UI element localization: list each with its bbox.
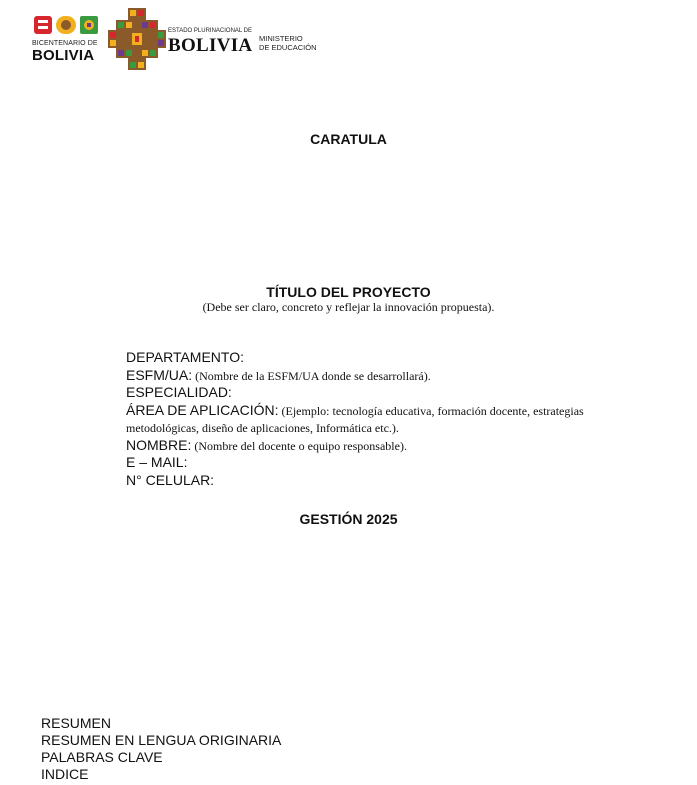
gestion-heading: GESTIÓN 2025 [299,511,398,527]
ministerio-line2: DE EDUCACIÓN [259,43,317,52]
field-label: NOMBRE: [126,436,192,453]
caratula-heading: CARATULA [310,131,387,147]
field-nombre [126,437,626,455]
list-item: PALABRAS CLAVE [41,749,163,765]
list-item: RESUMEN EN LENGUA ORIGINARIA [41,732,282,748]
project-title-hint: (Debe ser claro, concreto y reflejar la innovación propuesta). [202,300,495,314]
field-area-aplicacion [126,402,626,437]
field-especialidad [126,384,626,402]
field-hint: (Ejemplo: tecnología educativa, formación docente, estrategias metodológicas, diseño de aplicaciones, Informática etc.). [126,403,584,435]
field-label: N° CELULAR: [126,471,215,488]
list-item: INDICE [41,766,89,782]
ministerio-line1: MINISTERIO [259,34,303,43]
cover-fields [126,349,626,489]
document-header [0,0,697,80]
field-label: ESPECIALIDAD: [126,384,232,400]
field-hint: (Nombre de la ESFM/UA donde se desarrollará). [192,368,431,383]
field-label: ÁREA DE APLICACIÓN: [126,401,279,418]
estado-line2: BOLIVIA [168,35,253,56]
field-label: ESFM/UA: [126,366,193,383]
field-label: E – MAIL: [126,454,188,470]
bicentenario-line1: BICENTENARIO DE [32,40,98,47]
bicentenario-logo [32,14,100,66]
bicentenario-line2: BOLIVIA [32,47,95,64]
field-celular [126,472,626,490]
field-email [126,454,626,472]
chakana-icon [108,8,166,70]
section-list [41,715,281,783]
field-label: DEPARTAMENTO: [126,349,244,365]
estado-line1: ESTADO PLURINACIONAL DE [168,28,253,34]
project-title-heading: TÍTULO DEL PROYECTO [266,284,431,300]
list-item: RESUMEN [41,715,112,731]
field-hint: (Nombre del docente o equipo responsable). [191,438,407,453]
bicentenario-glyphs-icon [34,14,98,36]
field-esfm-ua [126,367,626,385]
estado-plurinacional-logo [108,8,253,70]
field-departamento [126,349,626,367]
ministerio-logo [259,34,329,52]
